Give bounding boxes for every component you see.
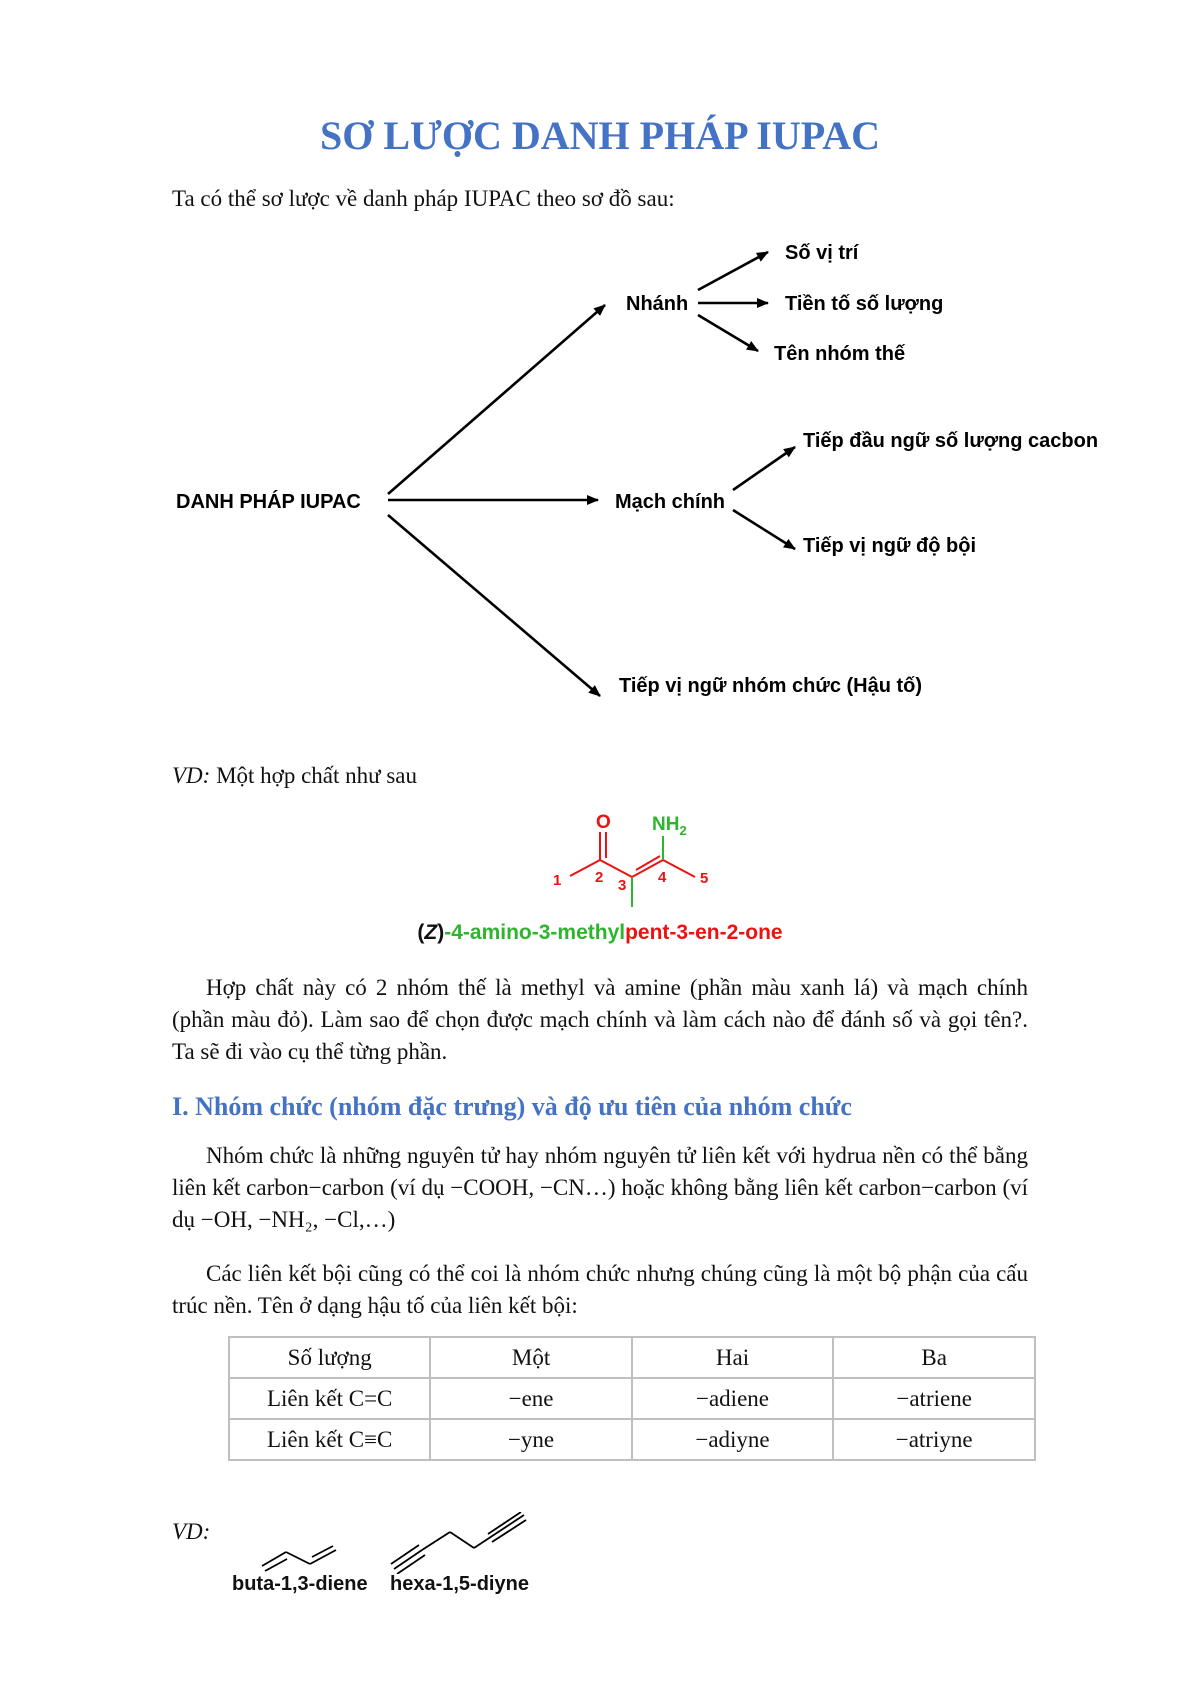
table-header-cell: Một — [430, 1337, 631, 1378]
bond-c4-c5 — [663, 860, 695, 877]
arrow-root-to-suffix — [388, 515, 600, 696]
example1-line — [172, 760, 417, 792]
bond-c2-c3 — [600, 860, 632, 877]
diagram-main-prefix: Tiếp đầu ngữ số lượng cacbon — [803, 430, 1099, 452]
diagram-root: DANH PHÁP IUPAC — [176, 491, 361, 513]
table-cell: −adiene — [632, 1378, 834, 1419]
compound-name-main-chain: pent-3-en-2-one — [625, 921, 783, 944]
example2-label: VD: — [172, 1519, 211, 1544]
table-cell: −ene — [430, 1378, 631, 1419]
example1-label: VD: — [172, 763, 211, 788]
diagram-main-chain: Mạch chính — [615, 491, 726, 513]
arrow-main-to-prefix — [733, 447, 795, 490]
example1-text: Một hợp chất như sau — [210, 763, 418, 788]
locant-1: 1 — [553, 872, 562, 889]
compound-name — [0, 921, 1200, 945]
table-cell: −atriyne — [833, 1419, 1035, 1460]
locant-3: 3 — [618, 877, 627, 894]
table-row — [229, 1378, 1035, 1419]
table-header-cell: Ba — [833, 1337, 1035, 1378]
molecule-name-hexadiyne: hexa-1,5-diyne — [390, 1573, 529, 1595]
diagram-branch: Nhánh — [626, 293, 689, 315]
multiple-bond-suffix-table — [228, 1336, 1036, 1461]
locant-4: 4 — [658, 869, 667, 886]
table-cell: Liên kết C=C — [229, 1378, 430, 1419]
diagram-branch-group: Tên nhóm thế — [774, 343, 906, 365]
compound-name-close: ) — [437, 921, 445, 944]
table-cell: −adiyne — [632, 1419, 834, 1460]
diagram-suffix: Tiếp vị ngữ nhóm chức (Hậu tố) — [619, 675, 923, 697]
paragraph-compound-description: Hợp chất này có 2 nhóm thế là methyl và amine (phần màu xanh lá) và mạch chính (phần màu đỏ). Làm sao để chọn được mạch chính và làm cách nào để đánh số và gọi tên?. Ta sẽ đi vào cụ thể từng phần. — [172, 975, 1028, 1064]
table-row — [229, 1419, 1035, 1460]
page-title: SƠ LƯỢC DANH PHÁP IUPAC — [320, 113, 880, 158]
molecule-name-butadiene: buta-1,3-diene — [232, 1573, 368, 1595]
arrow-root-to-branch — [388, 305, 605, 494]
table-cell: Liên kết C≡C — [229, 1419, 430, 1460]
arrow-branch-to-position — [698, 252, 768, 290]
arrow-main-to-multiplicity — [733, 510, 795, 549]
section1-paragraph1: Nhóm chức là những nguyên tử hay nhóm nguyên tử liên kết với hydrua nền có thể bằng liên kết carbon−carbon (ví dụ −COOH, −CN…) hoặc không bằng liên kết carbon−carbon (ví dụ −OH, −NH₂, −Cl,…) — [172, 1143, 1028, 1232]
table-header-row — [229, 1337, 1035, 1378]
atom-oxygen: O — [596, 812, 611, 833]
table-cell: −atriene — [833, 1378, 1035, 1419]
hexa-diyne-structure — [390, 1512, 530, 1574]
iupac-diagram — [0, 210, 1200, 710]
section1-heading: I. Nhóm chức (nhóm đặc trưng) và độ ưu tiên của nhóm chức — [172, 1092, 852, 1121]
compound-name-open: ( — [417, 921, 425, 944]
locant-2: 2 — [595, 869, 604, 886]
locant-5: 5 — [700, 870, 709, 887]
section1-paragraph2: Các liên kết bội cũng có thể coi là nhóm chức nhưng chúng cũng là một bộ phận của cấu trúc nền. Tên ở dạng hậu tố của liên kết bội: — [172, 1261, 1028, 1318]
table-header-cell: Hai — [632, 1337, 834, 1378]
compound-name-stereo: Z — [424, 921, 438, 944]
atom-amino: $NH_2$ — [652, 814, 687, 838]
molecule-structure — [540, 810, 760, 920]
intro-text: Ta có thể sơ lược về danh pháp IUPAC theo sơ đồ sau: — [172, 186, 675, 211]
table-header-cell: Số lượng — [229, 1337, 430, 1378]
arrow-branch-to-group — [698, 315, 758, 351]
diagram-branch-count: Tiền tố số lượng — [785, 293, 944, 315]
compound-name-substituents: -4-amino-3-methyl — [444, 921, 626, 944]
table-cell: −yne — [430, 1419, 631, 1460]
diagram-main-multiplicity: Tiếp vị ngữ độ bội — [803, 535, 976, 557]
diagram-branch-position: Số vị trí — [785, 242, 859, 264]
buta-diene-structure — [256, 1526, 346, 1576]
